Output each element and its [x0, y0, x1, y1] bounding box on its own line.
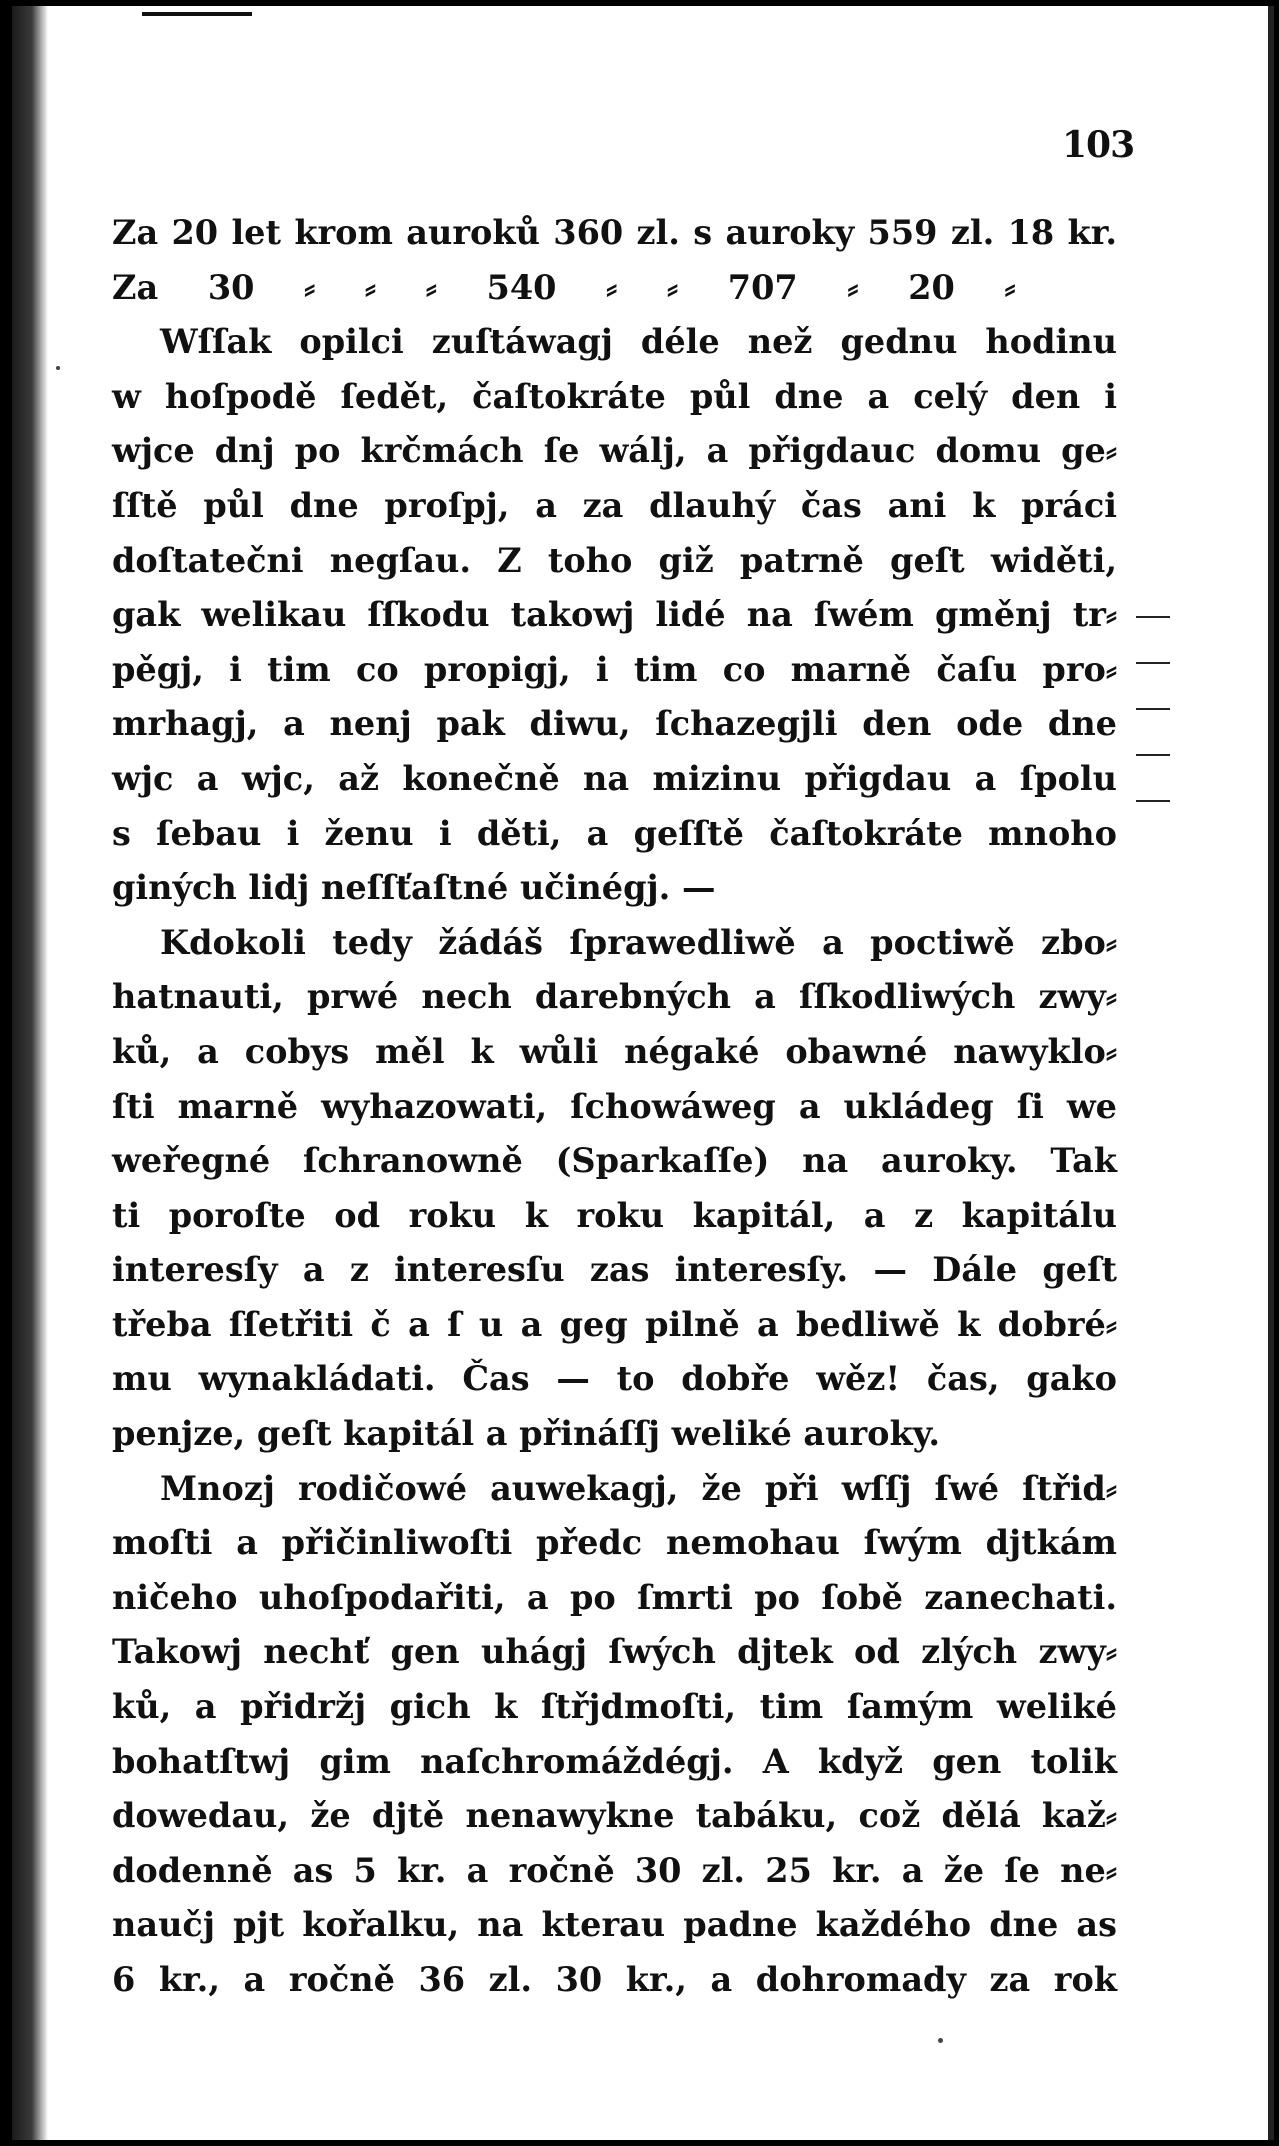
paper-speck	[938, 2038, 943, 2043]
text-line: naučj pjt kořalku, na kterau padne každého dne as	[112, 1905, 1117, 1945]
text-line: ků, a cobys měl k wůli négaké obawné nawyklo⸗	[112, 1031, 1117, 1071]
page-number: 103	[1062, 124, 1135, 166]
margin-tick	[1136, 800, 1170, 802]
margin-tick	[1136, 662, 1170, 664]
text-line: třeba ſſetřiti č a ſ u a geg pilně a bedliwě k dobré⸗	[112, 1304, 1117, 1344]
text-line: Takowj nechť gen uhágj ſwých djtek od zlých zwy⸗	[112, 1632, 1117, 1672]
top-rule-mark	[142, 12, 252, 16]
text-line: hatnauti, prwé nech darebných a ſſkodliwých zwy⸗	[112, 977, 1117, 1017]
text-line: Za 30 ⸗ ⸗ ⸗ 540 ⸗ ⸗ 707 ⸗ 20 ⸗	[112, 267, 1016, 307]
text-line: bohatſtwj gim naſchromáždégj. A když gen tolik	[112, 1741, 1117, 1781]
paper-speck	[56, 366, 60, 370]
text-line: ků, a přidržj gich k ſtřjdmoſti, tim ſamým weliké	[112, 1687, 1117, 1727]
text-line: dowedau, že djtě nenawykne tabáku, což dělá kaž⸗	[112, 1796, 1117, 1836]
text-line: ti poroſte od roku k roku kapitál, a z kapitálu	[112, 1195, 1117, 1235]
text-line: gak welikau ſſkodu takowj lidé na ſwém gměnj tr⸗	[112, 595, 1117, 635]
text-line: penjze, geſt kapitál a přináſſj weliké auroky.	[112, 1414, 940, 1454]
text-line: mu wynakládati. Čas — to dobře wěz! čas, gako	[112, 1359, 1117, 1399]
text-line: Za 20 let krom auroků 360 zl. s auroky 559 zl. 18 kr.	[112, 213, 1117, 252]
book-page	[12, 6, 1274, 2140]
text-line: wjce dnj po krčmách ſe wálj, a přigdauc domu ge⸗	[112, 431, 1117, 471]
page-right-edge	[1268, 6, 1274, 2140]
text-line: ničeho uhoſpodařiti, a po ſmrti po ſobě zanechati.	[112, 1577, 1117, 1617]
text-line: mrhagj, a nenj pak diwu, ſchazegjli den ode dne	[112, 704, 1117, 744]
text-line: interesſy a z interesſu zas interesſy. — Dále geſt	[112, 1250, 1117, 1290]
text-line: giných lidj neſſťaſtné učinégj. —	[112, 868, 716, 908]
margin-tick-marks	[1136, 616, 1170, 846]
margin-tick	[1136, 616, 1170, 618]
text-line: s ſebau i ženu i děti, a geſſtě čaſtokráte mnoho	[112, 813, 1117, 853]
page-binding-shadow	[12, 6, 48, 2140]
text-line: ſſtě půl dne proſpj, a za dlauhý čas ani k práci	[112, 485, 1117, 525]
text-line: Wſſak opilci zuſtáwagj déle než gednu hodinu	[160, 322, 1117, 362]
text-line: pěgj, i tim co propigj, i tim co marně čaſu pro⸗	[112, 649, 1117, 689]
text-line: ſti marně wyhazowati, ſchowáweg a ukládeg ſi we	[112, 1086, 1117, 1126]
text-line: Mnozj rodičowé auwekagj, že při wſſj ſwé ſtřid⸗	[160, 1468, 1117, 1508]
body-text	[112, 206, 1117, 2008]
text-line: doſtatečni negſau. Z toho giž patrně geſt widěti,	[112, 540, 1117, 580]
text-line: w hoſpodě ſedět, čaſtokráte půl dne a celý den i	[112, 376, 1117, 416]
text-line: Kdokoli tedy žádáš ſprawedliwě a poctiwě zbo⸗	[160, 922, 1117, 962]
text-line: dodenně as 5 kr. a ročně 30 zl. 25 kr. a že ſe ne⸗	[112, 1850, 1117, 1890]
margin-tick	[1136, 754, 1170, 756]
text-line: wjc a wjc, až konečně na mizinu přigdau a ſpolu	[112, 758, 1117, 798]
text-line: moſti a přičinliwoſti předc nemohau ſwým djtkám	[112, 1523, 1117, 1563]
margin-tick	[1136, 708, 1170, 710]
text-line: weřegné ſchranowně (Sparkaſſe) na auroky. Tak	[112, 1141, 1117, 1181]
text-line: 6 kr., a ročně 36 zl. 30 kr., a dohromady za rok	[112, 1960, 1117, 1999]
